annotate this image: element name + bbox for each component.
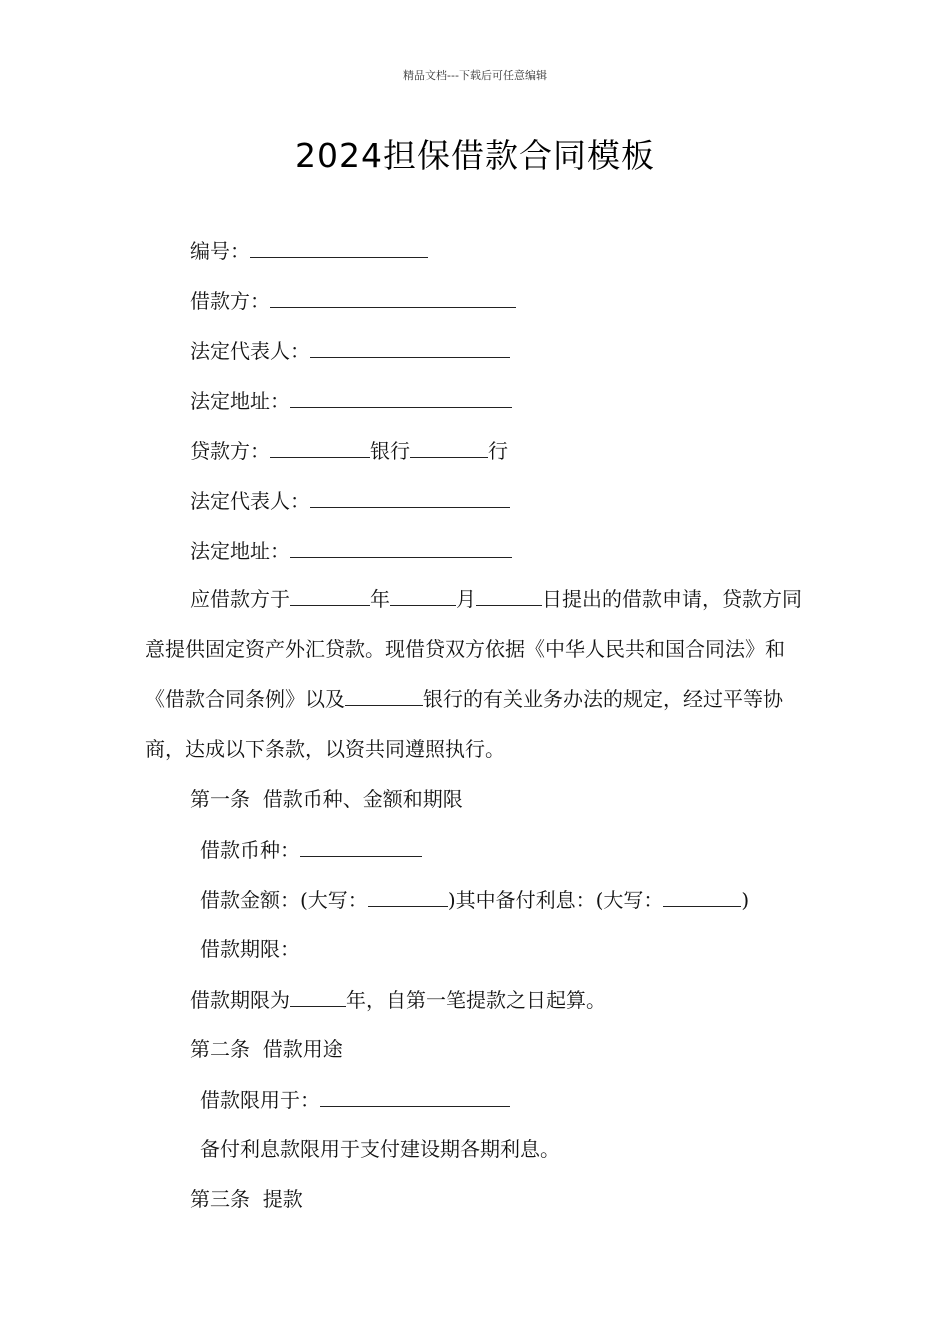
lender-legal-rep-field [190, 490, 510, 511]
borrower-blank [270, 290, 516, 308]
lender-field [190, 440, 508, 461]
amount-label: 借款金额：(大写： [200, 888, 368, 912]
legal-address-label-2: 法定地址： [190, 539, 290, 563]
borrower-field [190, 290, 516, 311]
intro-bank-blank [345, 689, 423, 706]
legal-address-blank [290, 390, 512, 408]
article3-heading: 第三条 提款 [190, 1187, 303, 1211]
amount-field [200, 889, 749, 910]
branch-blank [410, 440, 488, 458]
use-field [200, 1089, 510, 1110]
branch-text: 行 [488, 439, 508, 463]
document-title: 2024担保借款合同模板 [295, 136, 655, 175]
article1-heading: 第一条 借款币种、金额和期限 [190, 787, 463, 811]
legal-rep-blank-2 [310, 490, 510, 508]
lender-blank [270, 440, 370, 458]
term-text [190, 989, 606, 1010]
lender-label: 贷款方： [190, 439, 270, 463]
intro-year: 年 [370, 587, 390, 611]
number-label: 编号： [190, 239, 250, 263]
amount-end: ) [741, 888, 750, 912]
term-years-blank [290, 989, 346, 1007]
reserve-text: 备付利息款限用于支付建设期各期利息。 [200, 1137, 560, 1161]
intro-paragraph [145, 574, 810, 774]
number-field [190, 240, 428, 261]
term-text-2: 年，自第一笔提款之日起算。 [346, 988, 606, 1012]
header-note: 精品文档---下载后可任意编辑 [403, 69, 547, 82]
legal-address-label: 法定地址： [190, 389, 290, 413]
currency-field [200, 839, 422, 860]
legal-address-blank-2 [290, 540, 512, 558]
intro-part2: 银行的有关业务办法的规定，经过平等协商，达成以下条款，以资共同遵照执行。 [145, 687, 783, 761]
interest-blank [663, 889, 741, 907]
intro-day-text: 日提出的借款申请，贷款方同意提供固定资产外汇贷款。现借贷双方依据《中华人民共和国合同法》和《借款合同条例》以及 [145, 587, 802, 711]
term-text-1: 借款期限为 [190, 988, 290, 1012]
currency-label: 借款币种： [200, 838, 300, 862]
term-label: 借款期限： [200, 937, 300, 961]
amount-mid: )其中备付利息：(大写： [447, 888, 664, 912]
bank-text: 银行 [370, 439, 410, 463]
intro-month-blank [390, 589, 456, 606]
article2-heading: 第二条 借款用途 [190, 1037, 343, 1061]
number-blank [250, 240, 428, 258]
legal-rep-blank [310, 340, 510, 358]
use-label: 借款限用于： [200, 1088, 320, 1112]
legal-rep-label: 法定代表人： [190, 339, 310, 363]
intro-day-blank [476, 589, 542, 606]
amount-blank [368, 889, 448, 907]
currency-blank [300, 839, 422, 857]
borrower-legal-rep-field [190, 340, 510, 361]
intro-year-blank [290, 589, 370, 606]
intro-part1: 应借款方于 [190, 587, 290, 611]
intro-month: 月 [456, 587, 476, 611]
borrower-label: 借款方： [190, 289, 270, 313]
legal-rep-label-2: 法定代表人： [190, 489, 310, 513]
lender-address-field [190, 540, 512, 561]
borrower-address-field [190, 390, 512, 411]
use-blank [320, 1089, 510, 1107]
